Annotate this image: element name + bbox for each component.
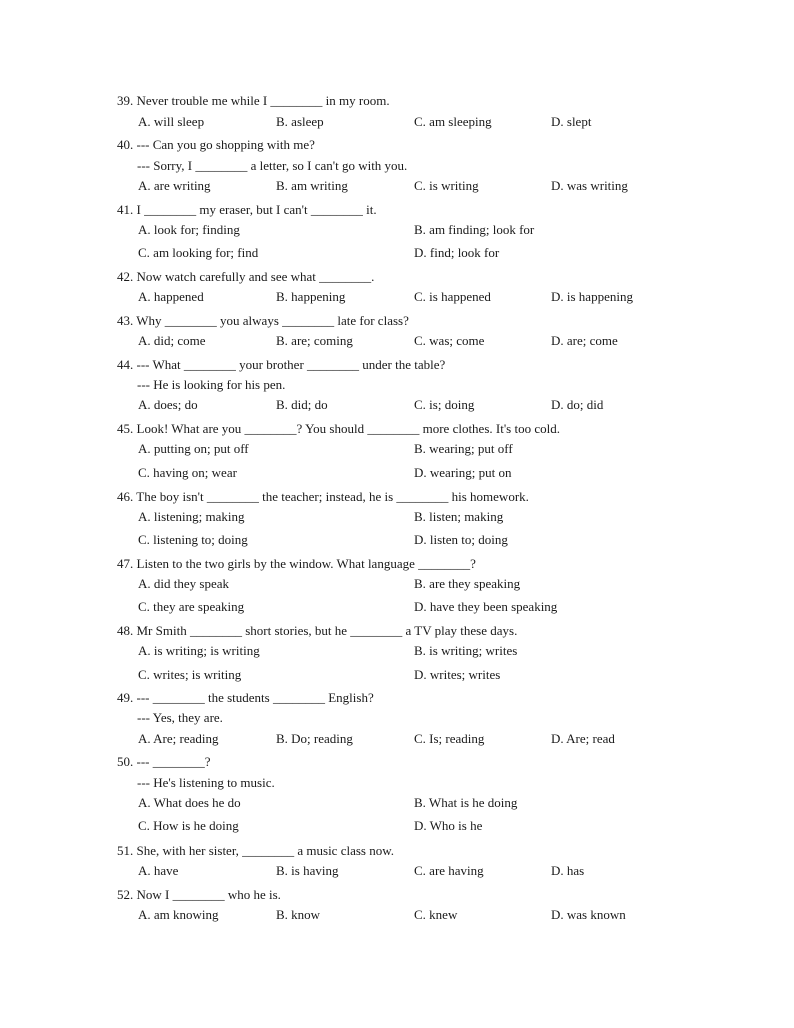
question-42-option-b: B. happening xyxy=(276,289,346,304)
question-42-option-c: C. is happened xyxy=(414,289,491,304)
question-51-option-a: A. have xyxy=(138,863,179,878)
question-39-option-a: A. will sleep xyxy=(138,114,205,129)
question-44-stem-line2: --- He is looking for his pen. xyxy=(137,377,286,392)
question-43-option-a: A. did; come xyxy=(138,333,206,348)
question-51-option-b: B. is having xyxy=(276,863,339,878)
question-49-option-c: C. Is; reading xyxy=(414,731,485,746)
question-43-option-b: B. are; coming xyxy=(276,333,353,348)
question-41-stem: 41. I ________ my eraser, but I can't ________ it. xyxy=(117,202,377,217)
question-41-option-a: A. look for; finding xyxy=(138,222,240,237)
question-48-option-c: C. writes; is writing xyxy=(138,667,242,682)
question-52-option-b: B. know xyxy=(276,907,321,922)
question-42-option-d: D. is happening xyxy=(551,289,633,304)
question-52-stem: 52. Now I ________ who he is. xyxy=(117,887,281,902)
question-40-stem-line2: --- Sorry, I ________ a letter, so I can't go with you. xyxy=(137,158,408,173)
question-49-stem-line2: --- Yes, they are. xyxy=(137,710,223,725)
question-48-option-a: A. is writing; is writing xyxy=(138,643,260,658)
question-50-stem: 50. --- ________? xyxy=(117,754,211,769)
question-40-option-c: C. is writing xyxy=(414,178,479,193)
question-44-option-b: B. did; do xyxy=(276,397,328,412)
question-45-option-d: D. wearing; put on xyxy=(414,465,512,480)
question-45-stem: 45. Look! What are you ________? You should ________ more clothes. It's too cold. xyxy=(117,421,560,436)
question-49-option-d: D. Are; read xyxy=(551,731,615,746)
question-51-stem: 51. She, with her sister, ________ a music class now. xyxy=(117,843,395,858)
question-42-stem: 42. Now watch carefully and see what ________. xyxy=(117,269,375,284)
question-47-option-c: C. they are speaking xyxy=(138,599,245,614)
question-43-option-c: C. was; come xyxy=(414,333,485,348)
question-44-option-d: D. do; did xyxy=(551,397,604,412)
question-45-option-b: B. wearing; put off xyxy=(414,441,513,456)
question-43-option-d: D. are; come xyxy=(551,333,618,348)
question-46-option-b: B. listen; making xyxy=(414,509,504,524)
question-40-option-d: D. was writing xyxy=(551,178,628,193)
question-46-option-c: C. listening to; doing xyxy=(138,532,248,547)
question-47-option-b: B. are they speaking xyxy=(414,576,521,591)
question-52-option-d: D. was known xyxy=(551,907,626,922)
question-46-option-d: D. listen to; doing xyxy=(414,532,508,547)
question-40-option-a: A. are writing xyxy=(138,178,211,193)
question-50-option-d: D. Who is he xyxy=(414,818,483,833)
question-39-option-d: D. slept xyxy=(551,114,592,129)
question-46-stem: 46. The boy isn't ________ the teacher; instead, he is ________ his homework. xyxy=(117,489,529,504)
question-50-option-c: C. How is he doing xyxy=(138,818,239,833)
question-44-option-a: A. does; do xyxy=(138,397,198,412)
question-50-option-b: B. What is he doing xyxy=(414,795,518,810)
question-40-stem: 40. --- Can you go shopping with me? xyxy=(117,137,315,152)
question-48-stem: 48. Mr Smith ________ short stories, but he ________ a TV play these days. xyxy=(117,623,518,638)
question-52-option-c: C. knew xyxy=(414,907,458,922)
question-39-stem: 39. Never trouble me while I ________ in my room. xyxy=(117,93,390,108)
question-47-stem: 47. Listen to the two girls by the window. What language ________? xyxy=(117,556,476,571)
question-41-option-b: B. am finding; look for xyxy=(414,222,535,237)
question-51-option-c: C. are having xyxy=(414,863,484,878)
question-44-stem: 44. --- What ________ your brother ________ under the table? xyxy=(117,357,446,372)
question-42-option-a: A. happened xyxy=(138,289,204,304)
question-41-option-d: D. find; look for xyxy=(414,245,500,260)
question-49-stem: 49. --- ________ the students ________ English? xyxy=(117,690,374,705)
question-40-option-b: B. am writing xyxy=(276,178,348,193)
question-49-option-a: A. Are; reading xyxy=(138,731,219,746)
question-45-option-a: A. putting on; put off xyxy=(138,441,249,456)
question-52-option-a: A. am knowing xyxy=(138,907,219,922)
question-41-option-c: C. am looking for; find xyxy=(138,245,259,260)
question-47-option-d: D. have they been speaking xyxy=(414,599,558,614)
question-39-option-b: B. asleep xyxy=(276,114,324,129)
question-43-stem: 43. Why ________ you always ________ late for class? xyxy=(117,313,409,328)
question-49-option-b: B. Do; reading xyxy=(276,731,353,746)
question-50-option-a: A. What does he do xyxy=(138,795,241,810)
question-46-option-a: A. listening; making xyxy=(138,509,245,524)
question-39-option-c: C. am sleeping xyxy=(414,114,492,129)
question-47-option-a: A. did they speak xyxy=(138,576,229,591)
question-48-option-b: B. is writing; writes xyxy=(414,643,518,658)
question-48-option-d: D. writes; writes xyxy=(414,667,501,682)
question-51-option-d: D. has xyxy=(551,863,585,878)
question-45-option-c: C. having on; wear xyxy=(138,465,237,480)
question-44-option-c: C. is; doing xyxy=(414,397,475,412)
question-50-stem-line2: --- He's listening to music. xyxy=(137,775,275,790)
